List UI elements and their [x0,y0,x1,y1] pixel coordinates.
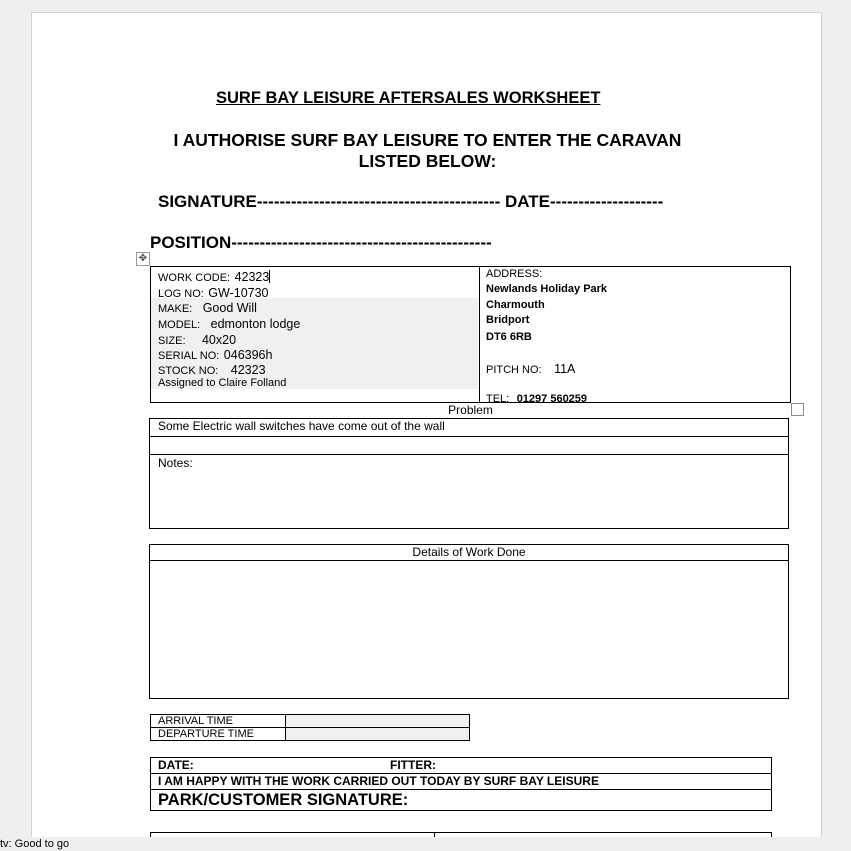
serial-label: SERIAL NO: [158,350,220,362]
work-done-header: Details of Work Done [412,545,526,559]
tel-field[interactable]: 01297 560259 [516,393,588,405]
address-line-1: Newlands Holiday Park [486,283,608,295]
serial-field[interactable]: 046396h [223,348,273,362]
notes-label: Notes: [158,456,193,470]
model-field[interactable]: edmonton lodge [210,317,301,331]
times-table [150,714,470,741]
signoff-box [150,757,772,811]
worksheet-title: SURF BAY LEISURE AFTERSALES WORKSHEET [216,89,601,107]
caravan-details-table [150,266,791,403]
status-text: tv: Good to go [0,838,70,850]
pitch-field[interactable]: 11A [554,362,576,376]
problem-text[interactable]: Some Electric wall switches have come out of the wall [158,419,445,433]
position-line: POSITION---------------------------------------------- [150,233,492,252]
table-move-handle-icon[interactable]: ✥ [136,252,150,266]
size-label: SIZE: [158,335,186,347]
make-field[interactable]: Good Will [202,301,257,315]
stock-field[interactable]: 42323 [230,363,266,377]
work-done-box [149,544,789,699]
address-line-4: DT6 6RB [486,331,532,343]
authorisation-statement: I AUTHORISE SURF BAY LEISURE TO ENTER THE CARAVAN LISTED BELOW: [173,130,682,171]
text-cursor [269,270,270,283]
stock-label: STOCK NO: [158,365,219,377]
table-row [151,728,470,741]
address-line-2: Charmouth [486,299,545,311]
assigned-to: Assigned to Claire Folland [158,377,287,389]
work-code-label: WORK CODE: [158,272,231,284]
log-no-label: LOG NO: [158,288,204,300]
customer-signature-label: PARK/CUSTOMER SIGNATURE: [158,791,409,809]
address-label: ADDRESS: [486,268,543,280]
log-no-field[interactable]: GW-10730 [208,286,269,300]
address-cell [486,267,786,405]
make-label: MAKE: [158,303,193,315]
details-left-cell [151,267,480,402]
pitch-row [486,360,575,378]
tel-label: TEL: [486,393,510,405]
arrival-label: ARRIVAL TIME [151,715,286,728]
divider [150,454,788,455]
work-code-field[interactable]: 42323 [234,270,270,284]
departure-time-field[interactable] [286,728,470,741]
work-done-field[interactable] [150,561,788,698]
arrival-time-field[interactable] [286,715,470,728]
problem-header: Problem [448,403,493,417]
departure-label: DEPARTURE TIME [151,728,286,741]
signature-date-line: SIGNATURE------------------------------------------- DATE-------------------- [158,192,664,211]
pitch-label: PITCH NO: [486,364,542,376]
size-field[interactable]: 40x20 [201,333,237,347]
divider [150,436,788,437]
address-line-3: Bridport [486,314,530,326]
status-bar [0,837,851,851]
model-label: MODEL: [158,319,201,331]
problem-box [149,418,789,529]
checkbox[interactable] [791,403,804,416]
date-label: DATE: [158,758,194,772]
table-row [151,715,470,728]
happy-statement: I AM HAPPY WITH THE WORK CARRIED OUT TODAY BY SURF BAY LEISURE [158,774,599,788]
notes-field[interactable] [150,471,788,528]
fitter-label: FITTER: [390,758,436,772]
